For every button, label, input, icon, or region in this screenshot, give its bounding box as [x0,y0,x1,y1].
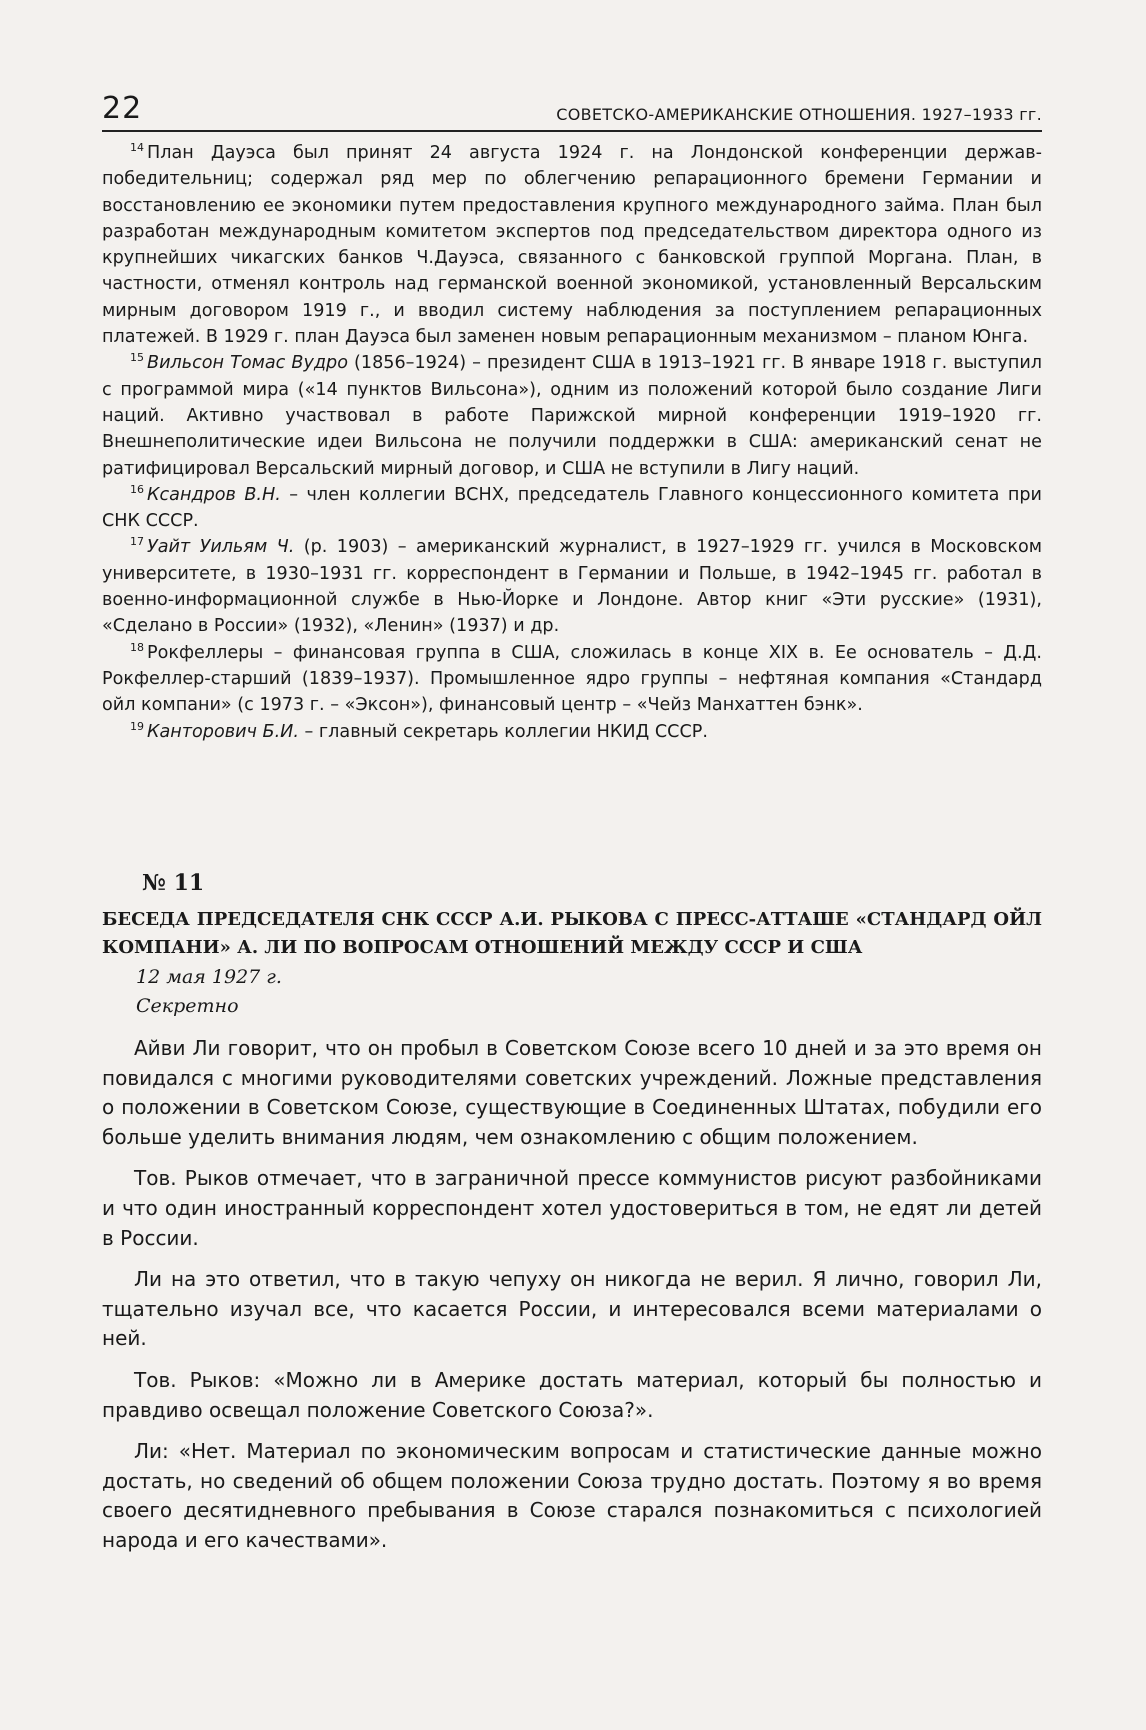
footnote-person-name: Вильсон Томас Вудро [147,353,348,374]
footnote-text: План Дауэса был принят 24 августа 1924 г. на Лондонской конференции держав-победительниц; содержал ряд мер по облегчению репарационного бремени Германии и восстановлению ее экономики путем предоставления крупного международного займа. План был разработан международным комитетом экспертов под председательством директора одного из крупнейших чикагских банков Ч.Дауэса, связанного с банковской группой Моргана. План, в частности, отменял контроль над германской военной экономикой, установленный Версальским мирным договором 1919 г., и вводил систему наблюдения за поступлением репарационных платежей. В 1929 г. план Дауэса был заменен новым репарационным механизмом – планом Юнга. [102,143,1042,348]
document-classification: Секретно [136,995,239,1017]
footnote [102,482,1042,535]
paragraph: Айви Ли говорит, что он пробыл в Советском Союзе всего 10 дней и за это время он повидался с многими руководителями советских учреждений. Ложные представления о положении в Советском Союзе, существующие в Соединенных Штатах, побудили его больше уделить внимания людям, чем ознакомлению с общим положением. [102,1036,1042,1149]
footnote-text: (1856–1924) – президент США в 1913–1921 гг. В январе 1918 г. выступил с программой мира («14 пунктов Вильсона»), одним из положений которой было создание Лиги наций. Активно участвовал в работе Парижской мирной конференции 1919–1920 гг. Внешнеполитические идеи Вильсона не получили поддержки в США: американский сенат не ратифицировал Версальский мирный договор, и США не вступили в Лигу наций. [102,353,1043,479]
page-header [102,91,1042,132]
footnote [102,719,1042,745]
document-title: БЕСЕДА ПРЕДСЕДАТЕЛЯ СНК СССР А.И. РЫКОВА С ПРЕСС-АТТАШЕ «СТАНДАРД ОЙЛ КОМПАНИ» А. ЛИ ПО ВОПРОСАМ ОТНОШЕНИЙ МЕЖДУ СССР И США [102,909,1042,958]
footnote-number: 15 [130,351,144,365]
document-heading [102,870,1042,1020]
paragraph: Тов. Рыков отмечает, что в заграничной прессе коммунистов рисуют разбойниками и что один иностранный корреспондент хотел удостовериться в том, не едят ли детей в России. [102,1166,1042,1250]
running-title: СОВЕТСКО-АМЕРИКАНСКИЕ ОТНОШЕНИЯ. 1927–1933 гг. [556,105,1042,124]
footnote-number: 14 [130,141,144,154]
footnote-text: – член коллегии ВСНХ, председатель Главного концессионного комитета при СНК СССР. [102,484,1042,532]
footnote-text: – главный секретарь коллегии НКИД СССР. [298,721,708,742]
footnote-person-name: Канторович Б.И. [147,721,299,742]
footnote-person-name: Уайт Уильям Ч. [147,537,295,558]
footnote [102,140,1042,350]
footnote-number: 18 [130,640,144,654]
document-date: 12 мая 1927 г. [136,966,282,988]
footnote-number: 16 [130,482,144,496]
footnote-person-name: Ксандров В.Н. [147,484,281,505]
paragraph: Ли на это ответил, что в такую чепуху он никогда не верил. Я лично, говорил Ли, тщательно изучал все, что касается России, и интересовался всеми материалами о ней. [102,1267,1042,1351]
footnote-text: (р. 1903) – американский журналист, в 1927–1929 гг. учился в Московском университете, в 1930–1931 гг. корреспондент в Германии и Польше, в 1942–1945 гг. работал в военно-информационной службе в Нью-Йорке и Лондоне. Автор книг «Эти русские» (1931), «Сделано в России» (1932), «Ленин» (1937) и др. [102,537,1042,637]
footnote-number: 17 [130,535,144,549]
footnote [102,640,1042,719]
paragraph: Ли: «Нет. Материал по экономическим вопросам и статистические данные можно достать, но сведений об общем положении Союза трудно достать. Поэтому я во время своего десятидневного пребывания в Союзе старался познакомиться с психологией народа и его качествами». [102,1439,1042,1552]
document-body [102,1034,1042,1568]
document-number: № 11 [142,870,205,896]
paragraph: Тов. Рыков: «Можно ли в Америке достать материал, который бы полностью и правдиво освещал положение Советского Союза?». [102,1367,1042,1422]
footnote-text: Рокфеллеры – финансовая группа в США, сложилась в конце XIX в. Ее основатель – Д.Д. Рокфеллер-старший (1839–1937). Промышленное ядро группы – нефтяная компания «Стандард ойл компани» (с 1973 г. – «Эксон»), финансовый центр – «Чейз Манхаттен бэнк». [102,642,1042,716]
footnotes [102,140,1042,745]
footnote-number: 19 [130,719,144,733]
footnote [102,534,1042,639]
footnote [102,350,1042,481]
page-number: 22 [102,91,143,126]
